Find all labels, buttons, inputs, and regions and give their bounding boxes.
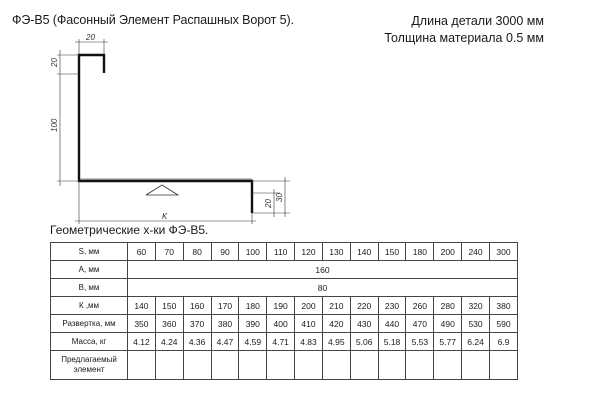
table-cell — [183, 351, 211, 380]
table-cell — [239, 351, 267, 380]
table-cell: 4.71 — [267, 333, 295, 351]
table-row — [51, 243, 518, 261]
table-cell: 140 — [350, 243, 378, 261]
table-cell: 320 — [462, 297, 490, 315]
table-cell: 300 — [489, 243, 517, 261]
table-cell — [211, 351, 239, 380]
table-cell: 4.24 — [155, 333, 183, 351]
table-row — [51, 297, 518, 315]
table-cell: 5.18 — [378, 333, 406, 351]
table-cell: 70 — [155, 243, 183, 261]
table-cell: 60 — [128, 243, 156, 261]
dim-top-height: 20 — [50, 58, 59, 67]
table-cell: 380 — [489, 297, 517, 315]
table-cell — [322, 351, 350, 380]
table-cell — [267, 351, 295, 380]
table-cell: 4.36 — [183, 333, 211, 351]
row-header: А, мм — [51, 261, 128, 279]
dim-right-outer: 30 — [275, 193, 284, 202]
table-cell: 200 — [434, 243, 462, 261]
table-cell: 220 — [350, 297, 378, 315]
table-cell: 210 — [322, 297, 350, 315]
row-header: К ,мм — [51, 297, 128, 315]
table-cell: 590 — [489, 315, 517, 333]
table-cell: 4.83 — [295, 333, 323, 351]
table-cell: 130 — [322, 243, 350, 261]
table-cell — [128, 351, 156, 380]
table-cell: 5.06 — [350, 333, 378, 351]
dim-right-inner: 20 — [264, 199, 273, 208]
row-header: Предлагаемый элемент — [51, 351, 128, 380]
table-cell: 360 — [155, 315, 183, 333]
profile-outline — [79, 55, 252, 213]
page-title: ФЭ-В5 (Фасонный Элемент Распашных Ворот 5). — [12, 13, 294, 27]
table-cell: 390 — [239, 315, 267, 333]
table-cell: 4.12 — [128, 333, 156, 351]
table-cell: 400 — [267, 315, 295, 333]
table-cell: 90 — [211, 243, 239, 261]
table-cell: 6.9 — [489, 333, 517, 351]
table-cell: 490 — [434, 315, 462, 333]
table-row — [51, 261, 518, 279]
table-cell-merged: 160 — [128, 261, 518, 279]
table-cell: 5.77 — [434, 333, 462, 351]
table-cell: 4.59 — [239, 333, 267, 351]
row-header: S, мм — [51, 243, 128, 261]
table-cell: 180 — [239, 297, 267, 315]
table-cell: 120 — [295, 243, 323, 261]
table-cell: 410 — [295, 315, 323, 333]
table-cell: 180 — [406, 243, 434, 261]
table-cell: 6.24 — [462, 333, 490, 351]
table-cell — [378, 351, 406, 380]
table-cell: 430 — [350, 315, 378, 333]
table-cell — [350, 351, 378, 380]
table-cell: 420 — [322, 315, 350, 333]
table-row — [51, 315, 518, 333]
table-cell: 4.47 — [211, 333, 239, 351]
dim-top-width: 20 — [86, 33, 95, 42]
table-cell: 380 — [211, 315, 239, 333]
table-cell — [489, 351, 517, 380]
table-cell: 370 — [183, 315, 211, 333]
table-cell: 5.53 — [406, 333, 434, 351]
table-cell — [295, 351, 323, 380]
table-cell-merged: 80 — [128, 279, 518, 297]
row-header: Развертка, мм — [51, 315, 128, 333]
dim-bottom-k: K — [162, 212, 168, 221]
table-cell: 470 — [406, 315, 434, 333]
table-cell: 230 — [378, 297, 406, 315]
table-cell — [434, 351, 462, 380]
table-cell: 150 — [155, 297, 183, 315]
table-cell: 280 — [434, 297, 462, 315]
table-row — [51, 333, 518, 351]
row-header: Масса, кг — [51, 333, 128, 351]
table-cell: 240 — [462, 243, 490, 261]
geometry-table — [50, 242, 518, 380]
table-cell: 260 — [406, 297, 434, 315]
row-header: В, мм — [51, 279, 128, 297]
table-cell: 170 — [211, 297, 239, 315]
dim-height: 100 — [50, 118, 59, 132]
table-cell: 100 — [239, 243, 267, 261]
table-cell: 80 — [183, 243, 211, 261]
table-cell: 140 — [128, 297, 156, 315]
table-cell: 160 — [183, 297, 211, 315]
table-cell: 4.95 — [322, 333, 350, 351]
view-direction-marker — [146, 185, 178, 195]
table-cell: 440 — [378, 315, 406, 333]
table-cell: 190 — [267, 297, 295, 315]
table-cell: 200 — [295, 297, 323, 315]
table-row — [51, 351, 518, 380]
table-caption: Геометрические х-ки ФЭ-В5. — [50, 223, 209, 237]
table-cell — [406, 351, 434, 380]
table-cell — [155, 351, 183, 380]
material-thickness: Толщина материала 0.5 мм — [384, 31, 544, 45]
table-cell: 110 — [267, 243, 295, 261]
part-length: Длина детали 3000 мм — [411, 14, 544, 28]
table-row — [51, 279, 518, 297]
geometry-table-body — [51, 243, 518, 380]
table-cell: 530 — [462, 315, 490, 333]
table-cell: 350 — [128, 315, 156, 333]
table-cell: 150 — [378, 243, 406, 261]
table-cell — [462, 351, 490, 380]
